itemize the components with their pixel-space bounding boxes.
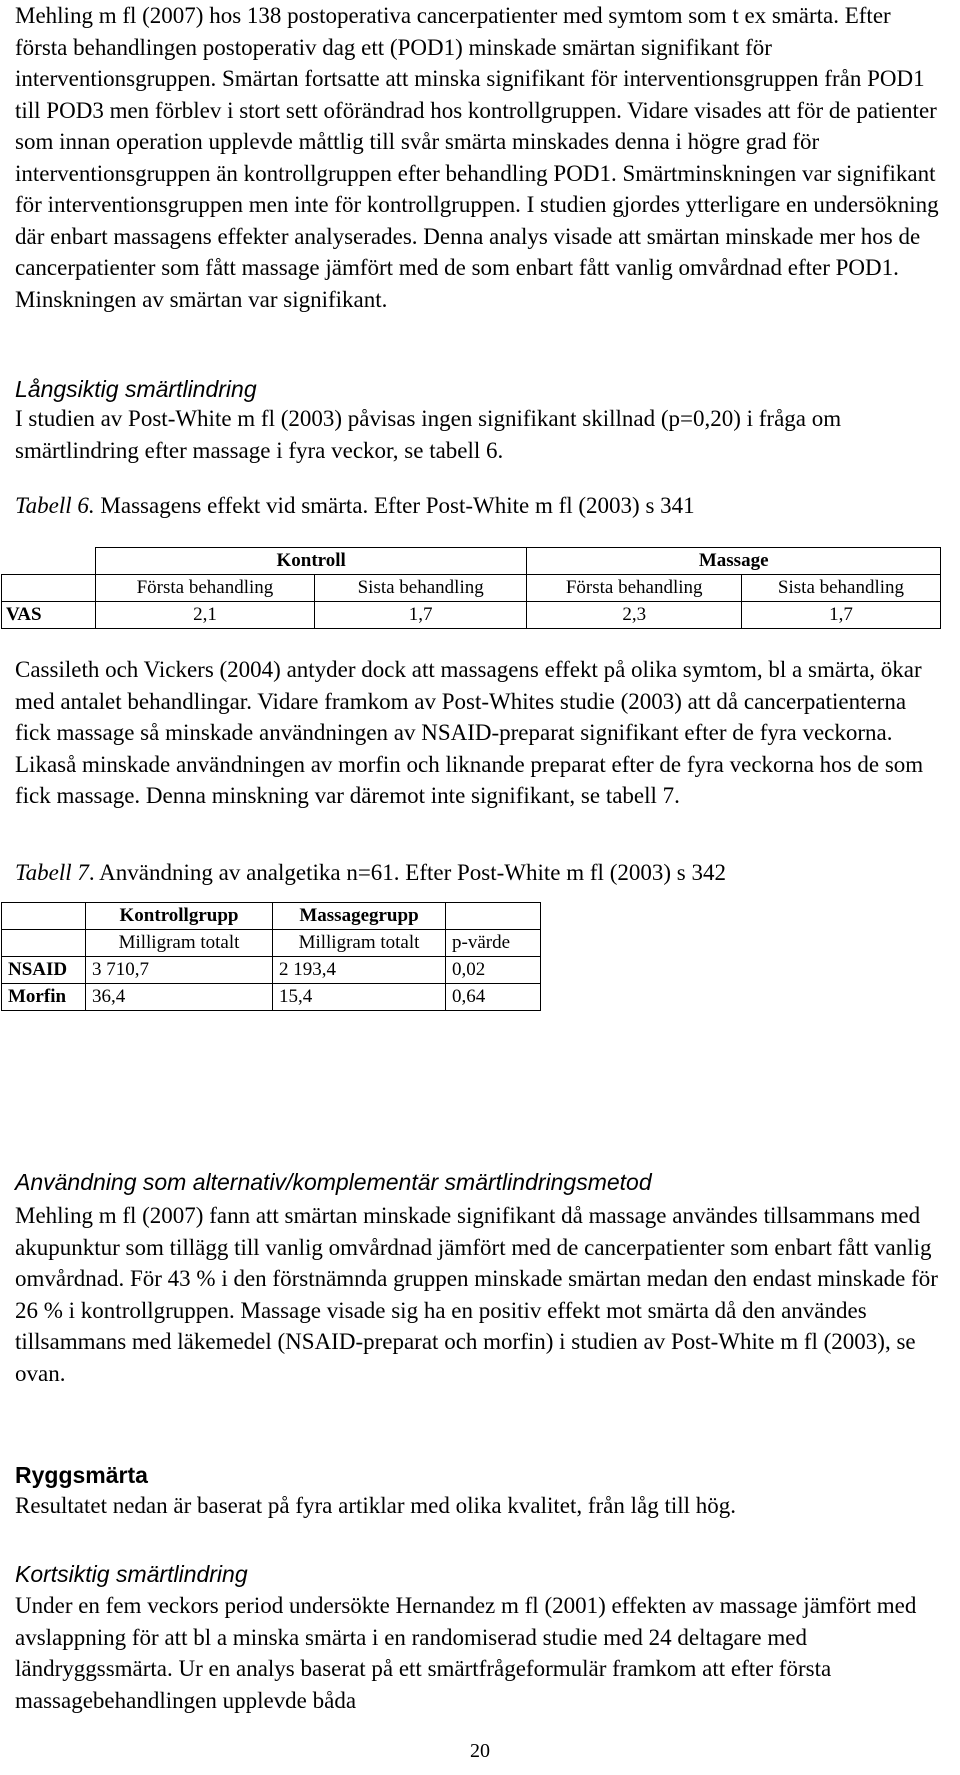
table7-row-nsaid [2,957,541,984]
table6-caption-label: Tabell 6. [15,493,95,518]
table6-subheader: Första behandling [95,575,314,602]
table7-subheader: Milligram totalt [273,930,446,957]
table-7 [1,902,541,1011]
table-6 [1,547,941,629]
table6-cell: 2,3 [527,602,742,629]
paragraph-back-pain-intro: Resultatet nedan är baserat på fyra artiklar med olika kvalitet, från låg till hög. [15,1493,737,1518]
paragraph-mehling-postop: Mehling m fl (2007) hos 138 postoperativa cancerpatienter med symtom som t ex smärta. Efter första behandlingen postoperativ dag ett (POD1) minskade smärtan signifikant för interventionsgruppen. Smärtan fortsatte att minska signifikant för interventionsgruppen från POD1 till POD3 men förblev i stort sett oförändrad hos kontrollgruppen. Vidare visades att för de patienter som innan operation upplevde måttlig till svår smärta minskades denna i högre grad för interventionsgruppen än kontrollgruppen efter behandling POD1. Smärtminskningen var signifikant för interventionsgruppen men inte för kontrollgruppen. I studien gjordes ytterligare en undersökning där enbart massagens effekter analyserades. Denna analys visade att smärtan minskade mer hos de cancerpatienter som fått massage jämfört med de som enbart fått vanlig omvårdnad efter POD1. Minskningen av smärtan var signifikant. [15,3,939,312]
paragraph-post-white-study: I studien av Post-White m fl (2003) påvisas ingen signifikant skillnad (p=0,20) i fråga om smärtlindring efter massage i fyra veckor, se tabell 6. [15,406,842,463]
paragraph-mehling-acupuncture: Mehling m fl (2007) fann att smärtan minskade signifikant då massage användes tillsammans med akupunktur som tillägg till vanlig omvårdnad jämfört med de cancerpatienter som enbart fått vanlig omvårdnad. För 43 % i den förstnämnda gruppen minskade smärtan medan den endast minskade för 26 % i kontrollgruppen. Massage visade sig ha en positiv effekt mot smärta då den användes tillsammans med läkemedel (NSAID-preparat och morfin) i studien av Post-White m fl (2003), se ovan. [15,1203,938,1386]
heading-back-pain: Ryggsmärta [15,1462,148,1488]
table6-subheader-blank [2,575,96,602]
table6-caption [15,491,940,521]
table6-corner [2,548,96,575]
paragraph-hernandez: Under en fem veckors period undersökte Hernandez m fl (2001) effekten av massage jämfört med avslappning för att bl a minska smärta i en randomiserad studie med 24 deltagare med ländryggssmärta. Ur en analys baserat på ett smärtfrågeformulär framkom att efter första massagebehandlingen upplevde båda [15,1593,917,1713]
table7-subheader: Milligram totalt [86,930,273,957]
table6-row-vas [2,602,941,629]
heading-short-term-pain-relief: Kortsiktig smärtlindring [15,1561,248,1587]
table6-subheader-row [2,575,941,602]
table7-subheader-row [2,930,541,957]
table6-group-kontroll: Kontroll [95,548,526,575]
heading-long-term-pain-relief: Långsiktig smärtlindring [15,376,257,402]
table7-caption-text: . Användning av analgetika n=61. Efter Post-White m fl (2003) s 342 [88,860,726,885]
table6-row-label: VAS [2,602,96,629]
table6-cell: 2,1 [95,602,314,629]
table6-subheader: Sista behandling [314,575,526,602]
table7-cell: 3 710,7 [86,957,273,984]
table7-corner [2,903,86,930]
table7-row-morfin [2,984,541,1011]
heading-alternative-method: Användning som alternativ/komplementär smärtlindringsmetod [15,1169,652,1195]
table7-cell: 0,02 [446,957,541,984]
table7-caption [15,858,940,888]
table7-group-massagegrupp: Massagegrupp [273,903,446,930]
table6-group-row [2,548,941,575]
table7-subheader-blank [2,930,86,957]
table7-group-blank [446,903,541,930]
table6-cell: 1,7 [742,602,941,629]
table7-row-label: Morfin [2,984,86,1011]
table7-group-kontrollgrupp: Kontrollgrupp [86,903,273,930]
table7-cell: 36,4 [86,984,273,1011]
table6-cell: 1,7 [314,602,526,629]
table6-group-massage: Massage [527,548,941,575]
table7-row-label: NSAID [2,957,86,984]
table7-cell: 2 193,4 [273,957,446,984]
table7-cell: 15,4 [273,984,446,1011]
table7-group-row [2,903,541,930]
table6-caption-text: Massagens effekt vid smärta. Efter Post-White m fl (2003) s 341 [94,493,695,518]
table7-cell: 0,64 [446,984,541,1011]
paragraph-cassileth-vickers: Cassileth och Vickers (2004) antyder dock att massagens effekt på olika symtom, bl a smärta, ökar med antalet behandlingar. Vidare framkom av Post-Whites studie (2003) att då cancerpatienterna fick massage så minskade användningen av NSAID-preparat signifikant efter de fyra veckorna. Likaså minskade användningen av morfin och liknande preparat efter de fyra veckorna hos de som fick massage. Denna minskning var däremot inte signifikant, se tabell 7. [15,657,924,808]
table7-caption-label: Tabell 7 [15,860,89,885]
table7-subheader: p-värde [446,930,541,957]
page-number: 20 [470,1740,490,1762]
table6-subheader: Sista behandling [742,575,941,602]
table6-subheader: Första behandling [527,575,742,602]
